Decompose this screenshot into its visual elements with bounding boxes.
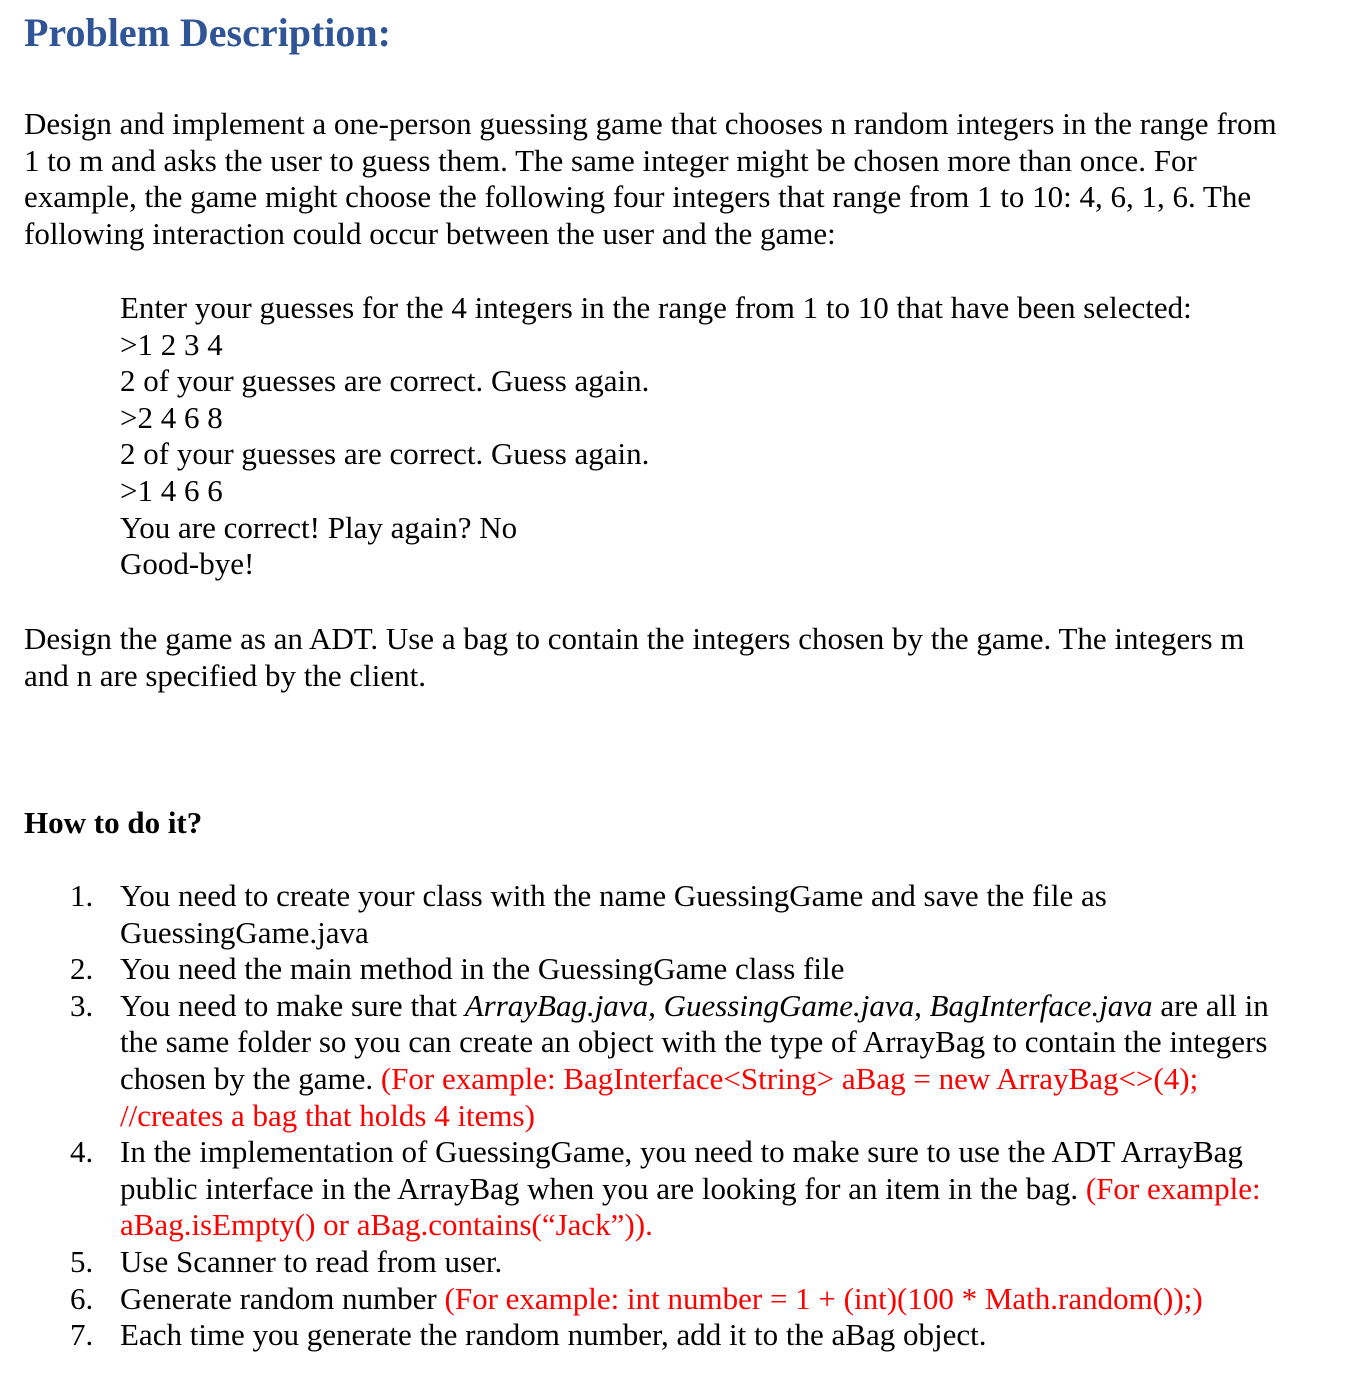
intro-paragraph: Design and implement a one-person guessing game that chooses n random integers in the range from 1 to m and asks the user to guess them. The same integer might be chosen more than once. For example, the game might choose the following four integers that range from 1 to 10: 4, 6, 1, 6. The following interaction could occur between the user and the game:: [24, 106, 1277, 251]
list-item: [0, 878, 1356, 951]
list-item-text: You need the main method in the GuessingGame class file: [120, 951, 845, 987]
instruction-list: [0, 878, 1356, 1354]
list-item-text: Generate random number: [120, 1280, 445, 1316]
game-reply: 2 of your guesses are correct. Guess again.: [120, 436, 650, 472]
adt-paragraph: Design the game as an ADT. Use a bag to contain the integers chosen by the game. The integers m and n are specified by the client.: [24, 621, 1245, 693]
list-item: [0, 1134, 1356, 1244]
game-reply: 2 of your guesses are correct. Guess again.: [120, 363, 650, 399]
list-item-text: You need to create your class with the name GuessingGame and save the file as GuessingGame.java: [120, 878, 1107, 950]
list-item-text: Each time you generate the random number, add it to the aBag object.: [120, 1317, 987, 1353]
list-item: [0, 951, 1356, 988]
list-item-text: are all in the same folder so you can create an object with the type of ArrayBag to contain the integers chosen by the game.: [120, 987, 1269, 1096]
list-item-text: You need to make sure that: [120, 987, 465, 1023]
list-item-number: 4.: [70, 1134, 94, 1170]
game-reply: You are correct! Play again? No: [120, 509, 518, 545]
code-example: (For example: aBag.isEmpty() or aBag.contains(“Jack”)).: [120, 1170, 1261, 1243]
user-guess: >1 2 3 4: [120, 326, 223, 362]
list-item-number: 5.: [70, 1243, 94, 1279]
list-item: [0, 1281, 1356, 1318]
file-names: ArrayBag.java, GuessingGame.java, BagInterface.java: [464, 987, 1153, 1023]
example-interaction: [120, 290, 1320, 583]
list-item: [0, 988, 1356, 1134]
list-item: [0, 1244, 1356, 1281]
code-example: (For example: BagInterface<String> aBag = new ArrayBag<>(4); //creates a bag that holds 4 items): [120, 1060, 1199, 1133]
page-title: Problem Description:: [24, 10, 391, 55]
list-item-number: 3.: [70, 987, 94, 1023]
how-to-heading: How to do it?: [24, 805, 203, 840]
code-example: (For example: int number = 1 + (int)(100 * Math.random());): [444, 1280, 1203, 1316]
list-item-number: 2.: [70, 951, 94, 987]
game-farewell: Good-bye!: [120, 546, 255, 582]
game-prompt: Enter your guesses for the 4 integers in the range from 1 to 10 that have been selected:: [120, 290, 1192, 325]
user-guess: >1 4 6 6: [120, 472, 223, 508]
list-item-number: 1.: [70, 878, 94, 913]
list-item-number: 7.: [70, 1317, 94, 1353]
list-item: [0, 1317, 1356, 1354]
list-item-text: Use Scanner to read from user.: [120, 1243, 503, 1279]
user-guess: >2 4 6 8: [120, 399, 223, 435]
list-item-number: 6.: [70, 1280, 94, 1316]
list-item-text: In the implementation of GuessingGame, you need to make sure to use the ADT ArrayBag public interface in the ArrayBag when you are looking for an item in the bag.: [120, 1134, 1243, 1206]
